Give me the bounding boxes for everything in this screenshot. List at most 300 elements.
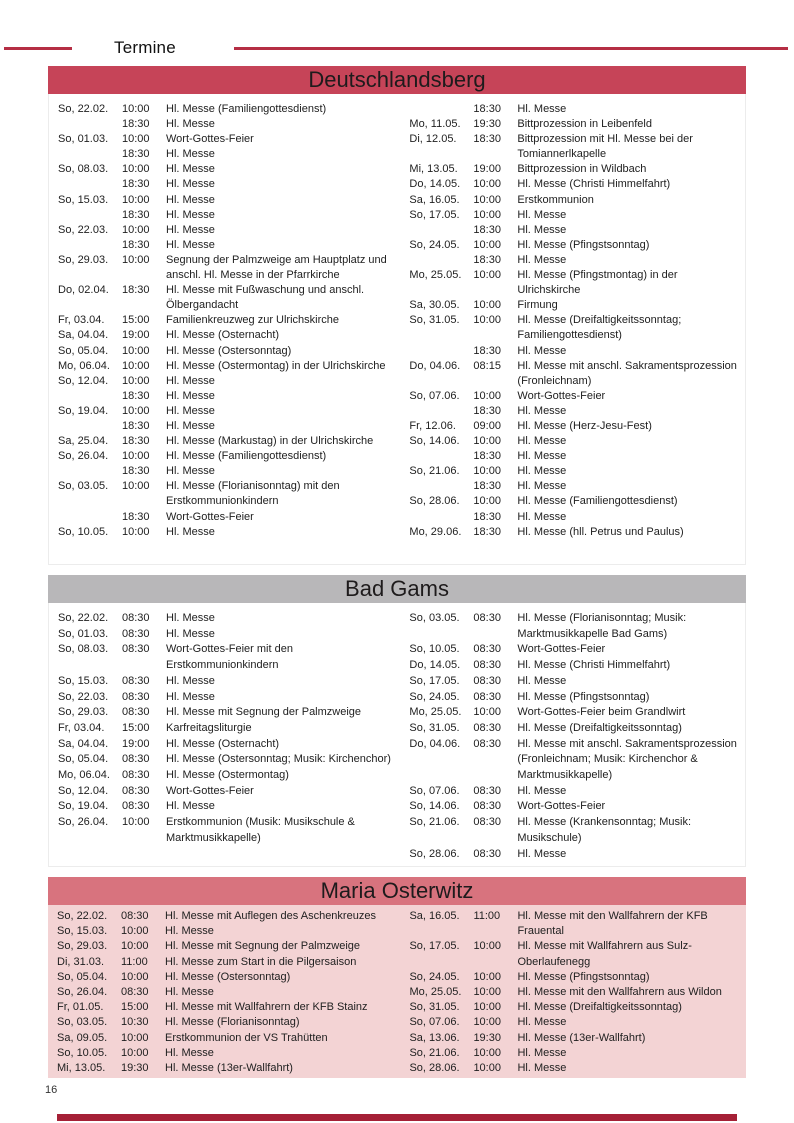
entry-date [409, 404, 473, 419]
entry-description: Hl. Messe [517, 103, 567, 115]
schedule-entry [58, 177, 404, 192]
entry-description: Hl. Messe (Christi Himmelfahrt) [517, 659, 671, 672]
entry-time: 08:30 [122, 690, 150, 703]
entry-description: Hl. Messe (13er-Wallfahrt) [517, 1031, 646, 1044]
entry-description: Wort-Gottes-Feier [166, 784, 254, 797]
entry-time: 18:30 [122, 178, 150, 191]
schedule-entry [58, 434, 404, 449]
entry-date: So, 15.03. [58, 193, 109, 206]
entry-time: 10:00 [121, 1031, 149, 1044]
schedule-entry [58, 313, 404, 328]
entry-time: 10:00 [473, 1016, 501, 1029]
entry-date: Do, 04.06. [409, 737, 461, 750]
entry-date: So, 05.04. [58, 753, 109, 766]
entry-time: 18:30 [473, 510, 501, 523]
entry-description: Hl. Messe [166, 465, 215, 478]
schedule-entry [409, 464, 739, 479]
entry-date: So, 28.06. [409, 847, 460, 860]
entry-time: 18:30 [122, 118, 150, 131]
entry-date: So, 31.05. [409, 314, 460, 327]
entry-description: Hl. Messe [517, 208, 567, 221]
entry-description: Hl. Messe (Dreifaltigkeitssonntag) [517, 1001, 682, 1014]
entry-time: 08:30 [122, 784, 150, 797]
schedule-entry [57, 909, 404, 924]
entry-description: Erstkommunion [517, 193, 594, 206]
entry-date: Fr, 01.05. [57, 1001, 104, 1014]
entry-date [409, 223, 473, 238]
schedule-entry [58, 253, 404, 283]
entry-time: 10:00 [473, 269, 501, 282]
entry-time: 10:00 [122, 193, 150, 206]
schedule-column-right [409, 909, 740, 1075]
entry-description: Hl. Messe (Dreifaltigkeitssonntag; Familiengottesdienst) [517, 314, 682, 342]
entry-time: 08:15 [473, 359, 501, 372]
schedule-entry [58, 690, 404, 706]
entry-time: 10:00 [122, 133, 150, 146]
schedule-entry [58, 223, 404, 238]
entry-time: 08:30 [121, 910, 149, 922]
schedule-entry [57, 1000, 404, 1015]
entry-description: Hl. Messe [166, 374, 215, 387]
entry-date: Sa, 09.05. [57, 1031, 108, 1044]
entry-date: So, 10.05. [409, 643, 460, 656]
schedule-entry [409, 404, 739, 419]
schedule-entry [58, 799, 404, 815]
entry-time: 18:30 [473, 525, 501, 538]
entry-description: Hl. Messe mit Wallfahrern aus Sulz-Oberlaufenegg [517, 940, 692, 968]
schedule-entry [58, 359, 404, 374]
entry-description: Erstkommunion der VS Trahütten [165, 1031, 328, 1044]
entry-date: So, 22.02. [57, 910, 108, 922]
entry-description: Hl. Messe [166, 178, 215, 191]
section-maria-osterwitz [48, 877, 746, 1078]
entry-time: 08:30 [473, 674, 501, 687]
entry-description: Hl. Messe (Christi Himmelfahrt) [517, 178, 671, 191]
entry-description: Hl. Messe [166, 238, 215, 251]
entry-time: 10:00 [122, 450, 150, 463]
entry-date: So, 28.06. [409, 1062, 460, 1075]
entry-date: Di, 12.05. [409, 133, 457, 146]
entry-description: Hl. Messe (Ostersonntag; Musik: Kirchenchor) [166, 753, 391, 766]
entry-description: Hl. Messe [166, 525, 215, 538]
entry-description: Hl. Messe [166, 404, 215, 417]
schedule-entry [409, 193, 739, 208]
entry-time: 18:30 [122, 148, 150, 161]
entry-time: 08:30 [122, 627, 150, 640]
entry-description: Wort-Gottes-Feier [517, 643, 606, 656]
entry-date: So, 24.05. [409, 970, 460, 983]
entry-description: Hl. Messe zum Start in die Pilgersaison [165, 955, 357, 968]
entry-description: Hl. Messe [166, 690, 215, 703]
entry-date: So, 26.04. [58, 450, 109, 463]
entry-time: 10:00 [473, 940, 501, 953]
entry-date: So, 05.04. [58, 344, 109, 357]
entry-date [409, 479, 473, 494]
entry-time: 10:00 [473, 970, 501, 983]
entry-time: 08:30 [473, 784, 501, 797]
schedule-entry [409, 434, 739, 449]
schedule-column-left [57, 909, 404, 1075]
schedule-entry [58, 283, 404, 313]
schedule-entry [409, 177, 739, 192]
entry-description: Hl. Messe (Familiengottesdienst) [166, 103, 327, 115]
entry-description: Hl. Messe mit den Wallfahrern der KFB Frauental [517, 910, 708, 938]
entry-description: Hl. Messe [517, 404, 567, 417]
schedule-entry [58, 705, 404, 721]
schedule-entry [58, 642, 404, 673]
schedule-entry [57, 1061, 404, 1076]
entry-time: 08:30 [122, 800, 150, 813]
schedule-entry [58, 784, 404, 800]
entry-description: Segnung der Palmzweige am Hauptplatz und anschl. Hl. Messe in der Pfarrkirche [166, 253, 387, 282]
schedule-entry [409, 737, 739, 784]
entry-description: Bittprozession mit Hl. Messe bei der Tomiannerlkapelle [517, 133, 693, 161]
schedule-entry [58, 132, 404, 147]
entry-date [409, 102, 473, 117]
entry-time: 10:00 [473, 1001, 501, 1014]
entry-time: 15:00 [122, 314, 150, 327]
schedule-entry [409, 419, 739, 434]
entry-time: 10:30 [121, 1016, 149, 1029]
entry-description: Hl. Messe (Pfingstmontag) in der Ulrichskirche [517, 269, 678, 297]
entry-date: Mo, 06.04. [58, 769, 110, 782]
entry-time: 19:00 [473, 163, 501, 176]
schedule-entry [58, 674, 404, 690]
schedule-entry [409, 1046, 740, 1061]
schedule-entry [58, 238, 404, 253]
schedule-entry [409, 268, 739, 298]
schedule-entry [409, 705, 739, 721]
entry-time: 10:00 [122, 103, 150, 115]
entry-date: So, 28.06. [409, 495, 460, 508]
schedule-entry [57, 1031, 404, 1046]
entry-description: Hl. Messe mit Segnung der Palmzweige [166, 706, 362, 719]
schedule-entry [57, 939, 404, 954]
section-body-deutschlandsberg [48, 94, 746, 565]
schedule-entry [409, 985, 740, 1000]
entry-time: 15:00 [122, 721, 150, 734]
entry-time: 10:00 [473, 208, 501, 221]
entry-description: Wort-Gottes-Feier beim Grandlwirt [517, 706, 686, 719]
entry-time: 18:30 [122, 435, 150, 448]
entry-date: Mi, 13.05. [57, 1062, 106, 1075]
entry-date: Di, 31.03. [57, 955, 105, 968]
entry-time: 10:00 [121, 970, 149, 983]
schedule-entry [58, 627, 404, 643]
section-title-deutschlandsberg: Deutschlandsberg [48, 66, 746, 94]
entry-date [58, 177, 122, 192]
entry-description: Hl. Messe [517, 1046, 567, 1059]
entry-time: 10:00 [122, 359, 150, 372]
entry-date [58, 117, 122, 132]
entry-description: Hl. Messe (Familiengottesdienst) [166, 450, 327, 463]
entry-description: Hl. Messe [517, 450, 567, 463]
entry-time: 10:00 [122, 253, 150, 266]
entry-description: Hl. Messe (Florianisonntag; Musik: Marktmusikkapelle Bad Gams) [517, 612, 687, 640]
entry-description: Hl. Messe [166, 627, 215, 640]
entry-description: Hl. Messe (Pfingstsonntag) [517, 238, 650, 251]
entry-description: Wort-Gottes-Feier [517, 389, 606, 402]
schedule-entry [57, 970, 404, 985]
schedule-entry [57, 985, 404, 1000]
entry-description: Hl. Messe [517, 253, 567, 266]
entry-date: So, 12.04. [58, 374, 109, 387]
entry-time: 18:30 [473, 223, 501, 236]
schedule-entry [57, 1046, 404, 1061]
entry-date: So, 21.06. [409, 816, 460, 829]
schedule-entry [409, 642, 739, 658]
schedule-entry [409, 344, 739, 359]
entry-date: So, 10.05. [57, 1046, 108, 1059]
entry-time: 10:00 [473, 299, 501, 312]
schedule-entry [409, 1000, 740, 1015]
schedule-entry [58, 419, 404, 434]
entry-date: So, 03.05. [57, 1016, 108, 1029]
entry-description: Hl. Messe [166, 800, 215, 813]
schedule-entry [58, 721, 404, 737]
entry-description: Hl. Messe (Markustag) in der Ulrichskirche [166, 435, 374, 448]
entry-date: So, 10.05. [58, 525, 109, 538]
entry-time: 08:30 [473, 816, 501, 829]
entry-time: 10:00 [122, 344, 150, 357]
schedule-entry [58, 815, 404, 846]
entry-date [409, 510, 473, 525]
entry-time: 18:30 [473, 480, 501, 493]
entry-date: Sa, 04.04. [58, 737, 109, 750]
schedule-column-right [409, 611, 739, 858]
entry-time: 10:00 [122, 223, 150, 236]
entry-date: So, 08.03. [58, 163, 109, 176]
entry-date: So, 17.05. [409, 208, 460, 221]
entry-time: 08:30 [122, 674, 150, 687]
entry-time: 10:00 [473, 495, 501, 508]
entry-description: Hl. Messe [517, 223, 567, 236]
section-deutschlandsberg [48, 66, 746, 565]
schedule-entry [409, 313, 739, 343]
entry-date [58, 510, 122, 525]
entry-description: Hl. Messe (Herz-Jesu-Fest) [517, 419, 652, 432]
entry-time: 08:30 [473, 612, 501, 624]
entry-date: Mo, 25.05. [409, 269, 462, 282]
schedule-entry [409, 525, 739, 540]
entry-description: Hl. Messe (Krankensonntag; Musik: Musikschule) [517, 816, 692, 844]
schedule-entry [409, 1031, 740, 1046]
entry-time: 10:00 [122, 374, 150, 387]
entry-description: Hl. Messe (Florianisonntag) [165, 1016, 300, 1029]
entry-time: 08:30 [473, 847, 501, 860]
entry-description: Wort-Gottes-Feier [517, 800, 606, 813]
schedule-entry [409, 674, 739, 690]
entry-date [58, 389, 122, 404]
entry-date [58, 208, 122, 223]
schedule-entry [409, 847, 739, 863]
entry-date: So, 12.04. [58, 784, 109, 797]
schedule-entry [409, 494, 739, 509]
schedule-entry [58, 525, 404, 540]
entry-date: So, 17.05. [409, 674, 460, 687]
entry-time: 10:00 [122, 480, 150, 493]
schedule-entry [58, 404, 404, 419]
schedule-entry [58, 344, 404, 359]
header-rule-left [4, 47, 72, 50]
schedule-entry [409, 162, 739, 177]
schedule-entry [58, 464, 404, 479]
entry-description: Hl. Messe (Ostersonntag) [165, 970, 291, 983]
entry-description: Hl. Messe [517, 480, 567, 493]
entry-description: Hl. Messe [517, 1016, 567, 1029]
schedule-entry [409, 132, 739, 162]
entry-time: 10:00 [473, 465, 501, 478]
entry-date: So, 26.04. [58, 816, 109, 829]
entry-description: Hl. Messe [166, 223, 215, 236]
entry-time: 10:00 [473, 178, 501, 191]
schedule-entry [58, 479, 404, 509]
entry-time: 10:00 [473, 314, 501, 327]
schedule-column-left [58, 102, 404, 556]
entry-description: Hl. Messe (Ostersonntag) [166, 344, 292, 357]
entry-date: So, 31.05. [409, 1001, 460, 1014]
entry-description: Hl. Messe (Osternacht) [166, 737, 280, 750]
entry-time: 10:00 [473, 193, 501, 206]
entry-time: 08:30 [122, 753, 150, 766]
entry-date: So, 22.03. [58, 223, 109, 236]
entry-description: Hl. Messe [517, 1062, 567, 1075]
entry-date [58, 147, 122, 162]
entry-time: 18:30 [473, 103, 501, 115]
entry-time: 19:30 [473, 118, 501, 131]
entry-date: Sa, 16.05. [409, 193, 460, 206]
schedule-entry [409, 611, 739, 642]
entry-description: Hl. Messe [517, 510, 567, 523]
entry-time: 08:30 [473, 659, 501, 672]
entry-time: 10:00 [121, 940, 149, 953]
entry-description: Erstkommunion (Musik: Musikschule & Marktmusikkapelle) [166, 816, 355, 844]
entry-time: 10:00 [122, 163, 150, 176]
entry-description: Hl. Messe mit Segnung der Palmzweige [165, 940, 361, 953]
entry-time: 08:30 [473, 643, 501, 656]
entry-description: Hl. Messe [166, 118, 215, 131]
entry-description: Hl. Messe [165, 925, 214, 938]
entry-time: 10:00 [473, 706, 501, 719]
schedule-entry [409, 721, 739, 737]
schedule-entry [57, 924, 404, 939]
entry-time: 08:30 [122, 612, 150, 624]
entry-time: 10:00 [122, 816, 150, 829]
entry-time: 08:30 [473, 800, 501, 813]
entry-description: Hl. Messe (Pfingstsonntag) [517, 970, 650, 983]
entry-description: Hl. Messe (hll. Petrus und Paulus) [517, 525, 684, 538]
entry-description: Hl. Messe [166, 148, 215, 161]
entry-description: Wort-Gottes-Feier mit den Erstkommunionkindern [166, 643, 293, 672]
entry-description: Hl. Messe [517, 784, 567, 797]
schedule-entry [58, 193, 404, 208]
schedule-entry [409, 690, 739, 706]
schedule-entry [57, 1015, 404, 1030]
section-bad-gams [48, 575, 746, 867]
schedule-entry [409, 1015, 740, 1030]
schedule-column-left [58, 611, 404, 858]
entry-date: Mo, 29.06. [409, 525, 462, 538]
entry-date: Do, 14.05. [409, 178, 461, 191]
entry-description: Hl. Messe mit Auflegen des Aschenkreuzes [165, 910, 376, 922]
schedule-entry [409, 815, 739, 846]
entry-date: Mo, 11.05. [409, 118, 461, 131]
entry-description: Hl. Messe mit anschl. Sakramentsprozession (Fronleichnam) [517, 359, 737, 387]
schedule-entry [409, 389, 739, 404]
entry-date: Sa, 25.04. [58, 435, 109, 448]
entry-time: 18:30 [122, 510, 150, 523]
entry-description: Hl. Messe [166, 193, 215, 206]
entry-time: 09:00 [473, 419, 501, 432]
entry-description: Hl. Messe [165, 1046, 214, 1059]
entry-date: Mo, 06.04. [58, 359, 110, 372]
entry-time: 18:30 [122, 284, 150, 297]
entry-time: 11:00 [121, 955, 148, 968]
entry-date: Mi, 13.05. [409, 163, 458, 176]
entry-time: 18:30 [473, 253, 501, 266]
entry-description: Hl. Messe [517, 344, 567, 357]
entry-time: 08:30 [122, 769, 150, 782]
schedule-entry [409, 298, 739, 313]
entry-date: So, 24.05. [409, 238, 460, 251]
entry-time: 19:30 [121, 1062, 149, 1075]
schedule-entry [409, 117, 739, 132]
entry-time: 08:30 [122, 706, 150, 719]
schedule-entry [409, 939, 740, 969]
entry-date: So, 21.06. [409, 465, 460, 478]
entry-time: 10:00 [122, 404, 150, 417]
entry-description: Bittprozession in Leibenfeld [517, 118, 652, 131]
entry-date: Sa, 30.05. [409, 299, 460, 312]
schedule-entry [409, 479, 739, 494]
entry-time: 08:30 [473, 721, 501, 734]
entry-time: 08:30 [121, 986, 149, 999]
entry-time: 10:00 [473, 1046, 501, 1059]
entry-time: 18:30 [473, 450, 501, 463]
header-rule-right [234, 47, 788, 50]
entry-date: So, 29.03. [57, 940, 108, 953]
schedule-entry [409, 510, 739, 525]
entry-time: 10:00 [473, 238, 501, 251]
entry-description: Hl. Messe [517, 674, 567, 687]
entry-time: 10:00 [122, 525, 150, 538]
entry-date: So, 21.06. [409, 1046, 460, 1059]
section-body-bad-gams [48, 603, 746, 867]
entry-description: Karfreitagsliturgie [166, 721, 252, 734]
entry-description: Hl. Messe (Dreifaltigkeitssonntag) [517, 721, 682, 734]
entry-time: 10:00 [121, 1046, 149, 1059]
section-title-maria-osterwitz: Maria Osterwitz [48, 877, 746, 905]
entry-description: Hl. Messe (Ostermontag) in der Ulrichskirche [166, 359, 386, 372]
schedule-entry [58, 147, 404, 162]
schedule-entry [409, 784, 739, 800]
entry-date: So, 14.06. [409, 435, 460, 448]
page-header-label: Termine [114, 38, 176, 57]
bottom-rule [57, 1114, 737, 1121]
entry-time: 08:30 [473, 690, 501, 703]
entry-time: 08:30 [122, 643, 150, 656]
entry-time: 18:30 [122, 465, 150, 478]
entry-date: So, 14.06. [409, 800, 460, 813]
entry-time: 08:30 [473, 737, 501, 750]
entry-date: Sa, 16.05. [409, 910, 460, 922]
entry-time: 10:00 [473, 1062, 501, 1075]
entry-date: Sa, 13.06. [409, 1031, 460, 1044]
entry-date: So, 22.02. [58, 103, 109, 115]
entry-time: 19:30 [473, 1031, 501, 1044]
schedule-entry [409, 449, 739, 464]
entry-description: Hl. Messe [166, 208, 215, 221]
